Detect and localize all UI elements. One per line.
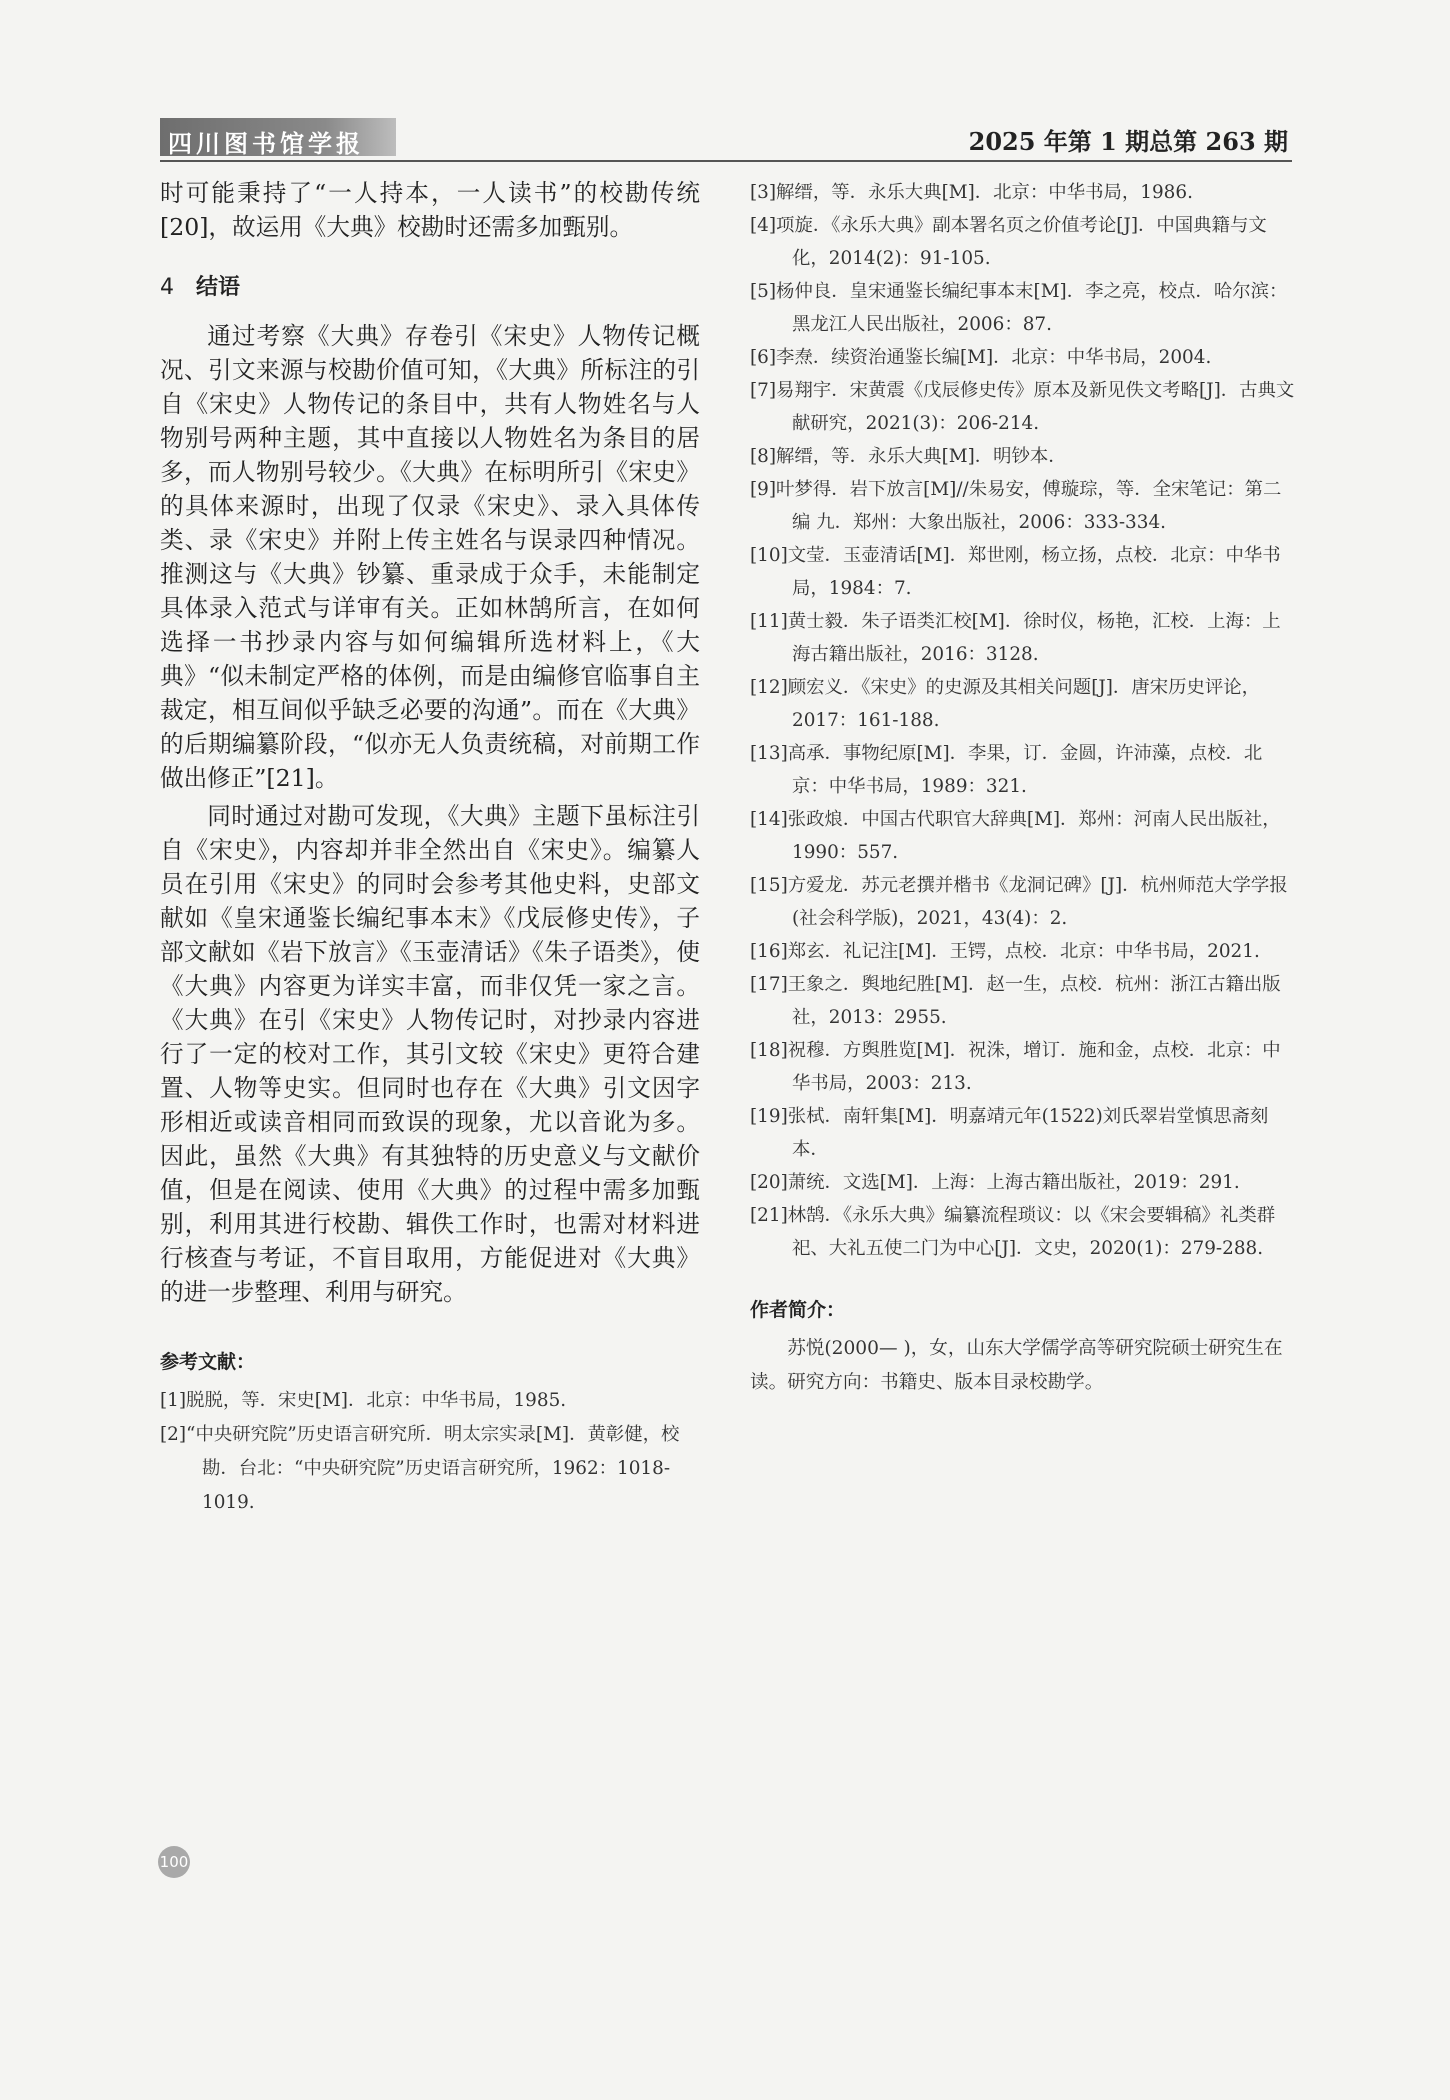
continuation-paragraph: 时可能秉持了“一人持本，一人读书”的校勘传统[20]，故运用《大典》校勘时还需多加甄别。 bbox=[160, 179, 700, 241]
reference-item: [11]黄士毅．朱子语类汇校[M]．徐时仪，杨艳，汇校．上海：上海古籍出版社，2016：3128. bbox=[750, 611, 1281, 665]
page-header bbox=[160, 118, 1292, 162]
author-bio-title: 作者简介： bbox=[750, 1299, 846, 1321]
section-title: 结语 bbox=[196, 275, 241, 300]
section-heading bbox=[160, 270, 700, 301]
author-bio: 苏悦(2000— )，女，山东大学儒学高等研究院硕士研究生在读。研究方向：书籍史、版本目录校勘学。 bbox=[750, 1338, 1283, 1393]
journal-name: 四川图书馆学报 bbox=[168, 129, 364, 158]
reference-item: [5]杨仲良．皇宋通鉴长编纪事本末[M]．李之亮，校点．哈尔滨：黑龙江人民出版社，2006：87. bbox=[750, 281, 1288, 335]
reference-item: [17]王象之．舆地纪胜[M]．赵一生，点校．杭州：浙江古籍出版社，2013：2955. bbox=[750, 974, 1281, 1028]
left-column bbox=[160, 176, 700, 1520]
reference-item: [18]祝穆．方舆胜览[M]．祝洙，增订．施和金，点校．北京：中华书局，2003：213. bbox=[750, 1040, 1281, 1094]
conclusion-paragraph-1: 通过考察《大典》存卷引《宋史》人物传记概况、引文来源与校勘价值可知，《大典》所标注的引自《宋史》人物传记的条目中，共有人物姓名与人物别号两种主题，其中直接以人物姓名为条目的居多，而人物别号较少。《大典》在标明所引《宋史》的具体来源时，出现了仅录《宋史》、录入具体传类、录《宋史》并附上传主姓名与误录四种情况。推测这与《大典》钞纂、重录成于众手，未能制定具体录入范式与详审有关。正如林鹄所言，在如何选择一书抄录内容与如何编辑所选材料上，《大典》“似未制定严格的体例，而是由编修官临事自主裁定，相互间似乎缺乏必要的沟通”。而在《大典》的后期编纂阶段，“似亦无人负责统稿，对前期工作做出修正”[21]。 bbox=[160, 322, 700, 792]
reference-item: [21]林鹄．《永乐大典》编纂流程琐议：以《宋会要辑稿》礼类群祀、大礼五使二门为中心[J]．文史，2020(1)：279-288. bbox=[750, 1205, 1276, 1259]
reference-item: [15]方爱龙．苏元老撰并楷书《龙洞记碑》[J]．杭州师范大学学报(社会科学版)，2021，43(4)：2. bbox=[750, 875, 1288, 929]
reference-item: [20]萧统．文选[M]．上海：上海古籍出版社，2019：291. bbox=[750, 1172, 1240, 1193]
reference-item: [13]高承．事物纪原[M]．李果，订．金圆，许沛藻，点校．北京：中华书局，1989：321. bbox=[750, 743, 1263, 797]
reference-item: [7]易翔宇．宋黄震《戊辰修史传》原本及新见佚文考略[J]．古典文献研究，2021(3)：206-214. bbox=[750, 380, 1295, 434]
section-number: 4 bbox=[160, 275, 174, 300]
reference-item: [4]项旋．《永乐大典》副本署名页之价值考论[J]．中国典籍与文化，2014(2)：91-105. bbox=[750, 215, 1267, 269]
reference-item: [14]张政烺．中国古代职官大辞典[M]．郑州：河南人民出版社，1990：557. bbox=[750, 809, 1281, 863]
right-column bbox=[750, 176, 1295, 1400]
reference-item: [9]叶梦得．岩下放言[M]//朱易安，傅璇琮，等．全宋笔记：第二编 九．郑州：大象出版社，2006：333-334. bbox=[750, 479, 1282, 533]
reference-item: [19]张栻．南轩集[M]．明嘉靖元年(1522)刘氏翠岩堂慎思斋刻本． bbox=[750, 1106, 1269, 1160]
reference-item: [3]解缙，等．永乐大典[M]．北京：中华书局，1986. bbox=[750, 182, 1193, 203]
issue-info: 2025 年第 1 期总第 263 期 bbox=[968, 127, 1288, 156]
reference-item: [8]解缙，等．永乐大典[M]．明钞本． bbox=[750, 446, 1067, 467]
reference-item: [2]“中央研究院”历史语言研究所．明太宗实录[M]．黄彰健，校勘．台北：“中央研究院”历史语言研究所，1962：1018-1019. bbox=[160, 1424, 680, 1513]
reference-item: [16]郑玄．礼记注[M]．王锷，点校．北京：中华书局，2021. bbox=[750, 941, 1260, 962]
reference-item: [6]李焘．续资治通鉴长编[M]．北京：中华书局，2004. bbox=[750, 347, 1212, 368]
reference-item: [12]顾宏义．《宋史》的史源及其相关问题[J]．唐宋历史评论，2017：161-188. bbox=[750, 677, 1261, 731]
conclusion-paragraph-2: 同时通过对勘可发现，《大典》主题下虽标注引自《宋史》，内容却并非全然出自《宋史》。编纂人员在引用《宋史》的同时会参考其他史料，史部文献如《皇宋通鉴长编纪事本末》《戊辰修史传》，子部文献如《岩下放言》《玉壶清话》《朱子语类》，使《大典》内容更为详实丰富，而非仅凭一家之言。《大典》在引《宋史》人物传记时，对抄录内容进行了一定的校对工作，其引文较《宋史》更符合建置、人物等史实。但同时也存在《大典》引文因字形相近或读音相同而致误的现象，尤以音讹为多。因此，虽然《大典》有其独特的历史意义与文献价值，但是在阅读、使用《大典》的过程中需多加甄别，利用其进行校勘、辑佚工作时，也需对材料进行核查与考证，不盲目取用，方能促进对《大典》的进一步整理、利用与研究。 bbox=[160, 802, 700, 1306]
references-title: 参考文献： bbox=[160, 1351, 256, 1373]
journal-name-banner bbox=[160, 118, 396, 156]
reference-item: [1]脱脱，等．宋史[M]．北京：中华书局，1985. bbox=[160, 1390, 567, 1411]
page-number: 100 bbox=[158, 1846, 190, 1878]
reference-item: [10]文莹．玉壶清话[M]．郑世刚，杨立扬，点校．北京：中华书局，1984：7. bbox=[750, 545, 1281, 599]
